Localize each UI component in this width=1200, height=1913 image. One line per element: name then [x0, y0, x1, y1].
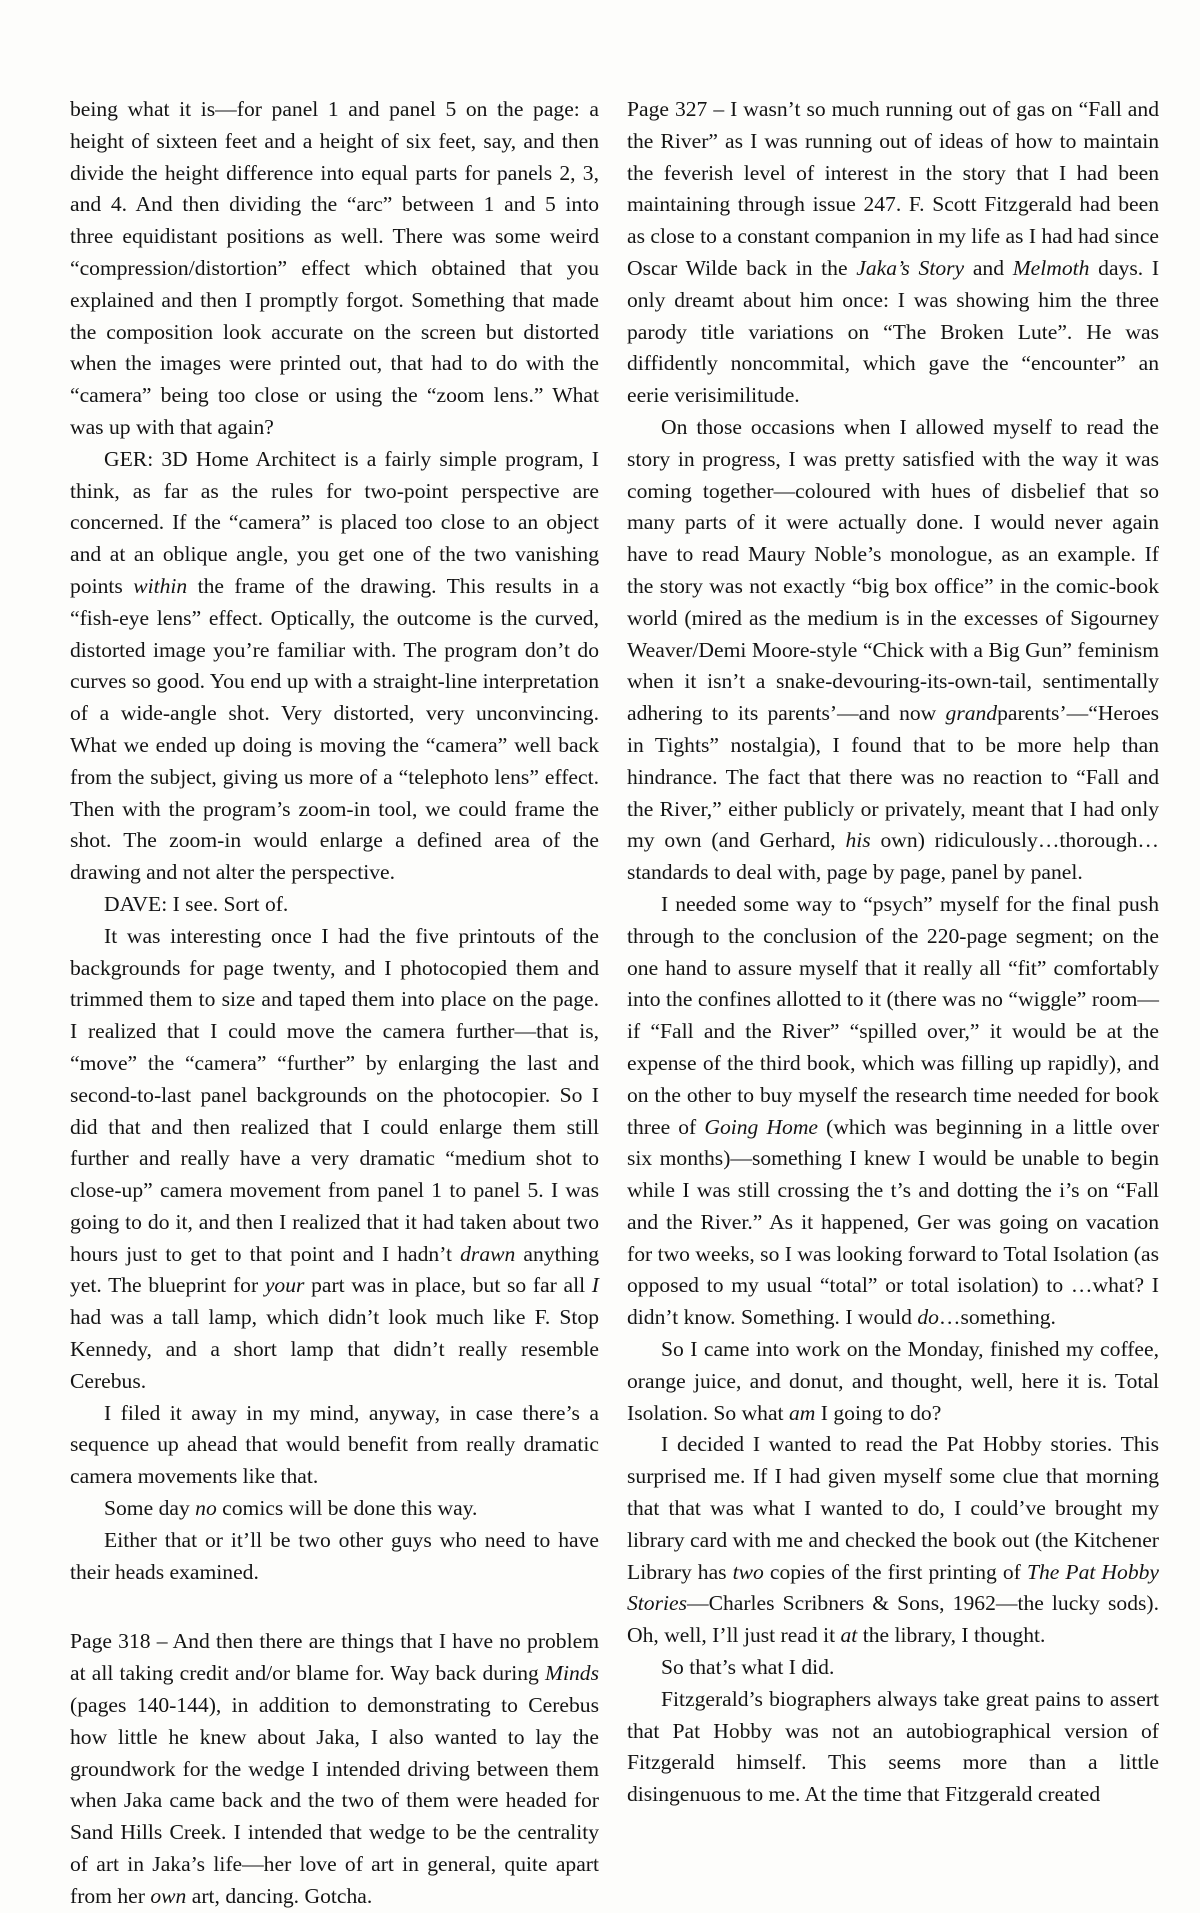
- paragraph-text: anything yet. The blueprint for: [70, 1241, 600, 1298]
- paragraph-text: It was interesting once I had the five printouts of the backgrounds for page twenty, and I photocopied them and trimmed them to size and taped them into place on the page. I realized that I could move the camera further—that is, “move” the “camera” “further” by enlarging the last and second-to-last panel backgrounds on the photocopier. So I did that and then realized that I could enlarge them still further and really have a very dramatic “medium shot to close-up” camera movement from panel 1 to panel 5. I was going to do it, and then I realized that it had taken about two hours just to get to that point and I hadn’t: [70, 923, 599, 1266]
- italic-text: do: [917, 1305, 939, 1330]
- right-column: [627, 94, 1159, 1811]
- paragraph-text: —Charles Scribners & Sons, 1962—the lucky sods). Oh, well, I’ll just read it: [627, 1591, 1159, 1648]
- page-commentary-entry: [627, 94, 1159, 412]
- left-column: [70, 94, 599, 1913]
- body-paragraph: [627, 412, 1159, 889]
- paragraph-text: copies of the first printing of: [763, 1559, 1027, 1584]
- paragraph-text: the library, I thought.: [857, 1623, 1046, 1648]
- italic-text: grand: [945, 701, 998, 726]
- body-paragraph: [627, 1429, 1159, 1652]
- paragraph-text: So that’s what I did.: [661, 1655, 835, 1680]
- italic-text: own: [150, 1883, 187, 1908]
- paragraph-text: being what it is—for panel 1 and panel 5 on the page: a height of sixteen feet and a height of six feet, say, and then divide the height difference into equal parts for panels 2, 3, and 4. And then dividing the “arc” between 1 and 5 into three equidistant positions as well. There was some weird “compression/distortion” effect which obtained that you explained and then I promptly forgot. Something that made the composition look accurate on the screen but distorted when the images were printed out, that had to do with the “camera” being too close or using the “zoom lens.” What was up with that again?: [70, 97, 599, 439]
- paragraph-text: and: [964, 255, 1013, 280]
- paragraph-text: (which was beginning in a little over six months)—something I knew I would be unable to begin while I was still crossing the t’s and dotting the i’s on “Fall and the River.” As it happened, Ger was going on vacation for two weeks, so I was looking forward to Total Isolation (as opposed to my usual “total” or total isolation) to …what? I didn’t know. Something. I would: [627, 1114, 1160, 1330]
- body-paragraph: [627, 1684, 1159, 1811]
- body-paragraph: [70, 1493, 599, 1525]
- paragraph-text: Page 318 – And then there are things that I have no problem at all taking credit and/or blame for. Way back during: [70, 1629, 599, 1686]
- paragraph-text: …something.: [938, 1305, 1056, 1330]
- paragraph-text: Page 327 – I wasn’t so much running out of gas on “Fall and the River” as I was running out of ideas of how to maintain the feverish level of interest in the story that I had been maintaining through issue 247. F. Scott Fitzgerald had been as close to a constant companion in my life as I had had since Oscar Wilde back in the: [627, 97, 1159, 280]
- body-paragraph: [627, 1334, 1159, 1429]
- italic-text: no: [195, 1496, 217, 1521]
- paragraph-text: parents’—“Heroes in Tights” nostalgia), I found that to be more help than hindrance. The fact that there was no reaction to “Fall and the River,” either publicly or privately, meant that I had only my own (and Gerhard,: [627, 701, 1159, 853]
- paragraph-text: (pages 140-144), in addition to demonstrating to Cerebus how little he knew about Jaka, I also wanted to lay the groundwork for the wedge I intended driving between them when Jaka came back and the two of them were headed for Sand Hills Creek. I intended that wedge to be the centrality of art in Jaka’s life—her love of art in general, quite apart from her: [70, 1693, 599, 1908]
- italic-text: am: [788, 1400, 816, 1425]
- paragraph-text: DAVE: I see. Sort of.: [104, 891, 289, 916]
- paragraph-text: Fitzgerald’s biographers always take great pains to assert that Pat Hobby was not an autobiographical version of Fitzgerald himself. This seems more than a little disingenuous to me. At the time that Fitzgerald created: [627, 1686, 1159, 1807]
- italic-text: Going Home: [704, 1114, 819, 1139]
- italic-text: two: [732, 1559, 764, 1584]
- italic-text: drawn: [460, 1241, 516, 1266]
- paragraph-text: Some day: [104, 1496, 196, 1521]
- italic-text: Jaka’s Story: [856, 255, 965, 280]
- paragraph-text: I going to do?: [815, 1400, 942, 1425]
- body-paragraph: [70, 94, 599, 444]
- body-paragraph: [70, 1525, 599, 1589]
- italic-text: The Pat Hobby Stories: [627, 1559, 1159, 1616]
- paragraph-text: days. I only dreamt about him once: I was showing him the three parody title variations on “The Broken Lute”. He was diffidently noncommital, which gave the “encounter” an eerie verisimilitude.: [627, 255, 1160, 408]
- paragraph-text: GER: 3D Home Architect is a fairly simple program, I think, as far as the rules for two-point perspective are concerned. If the “camera” is placed too close to an object and at an oblique angle, you get one of the two vanishing points: [70, 446, 599, 598]
- paragraph-text: part was in place, but so far all: [304, 1273, 592, 1298]
- italic-text: his: [845, 828, 871, 853]
- paragraph-text: I decided I wanted to read the Pat Hobby stories. This surprised me. If I had given myself some clue that morning that that was what I wanted to do, I could’ve brought my library card with me and checked the book out (the Kitchener Library has: [627, 1432, 1159, 1584]
- body-paragraph: [70, 921, 599, 1398]
- page-commentary-entry: [70, 1626, 599, 1912]
- body-paragraph: [627, 1652, 1159, 1684]
- body-paragraph: [70, 444, 599, 889]
- paragraph-text: So I came into work on the Monday, finished my coffee, orange juice, and donut, and thought, well, here it is. Total Isolation. So what: [627, 1337, 1159, 1425]
- paragraph-text: art, dancing. Gotcha.: [186, 1883, 373, 1908]
- italic-text: at: [840, 1623, 858, 1648]
- italic-text: Minds: [545, 1661, 599, 1686]
- paragraph-text: had was a tall lamp, which didn’t look much like F. Stop Kennedy, and a short lamp that didn’t really resemble Cerebus.: [70, 1305, 599, 1393]
- italic-text: Melmoth: [1012, 255, 1090, 280]
- italic-text: your: [264, 1273, 305, 1298]
- body-paragraph: [70, 1398, 599, 1493]
- body-paragraph: [627, 889, 1159, 1334]
- italic-text: within: [133, 573, 188, 598]
- body-paragraph: [70, 889, 599, 921]
- paragraph-text: comics will be done this way.: [216, 1496, 478, 1521]
- paragraph-text: the frame of the drawing. This results in a “fish-eye lens” effect. Optically, the outcome is the curved, distorted image you’re familiar with. The program don’t do curves so good. You end up with a straight-line interpretation of a wide-angle shot. Very distorted, very unconvincing. What we ended up doing is moving the “camera” well back from the subject, giving us more of a “telephoto lens” effect. Then with the program’s zoom-in tool, we could frame the shot. The zoom-in would enlarge a defined area of the drawing and not alter the perspective.: [70, 573, 599, 885]
- paragraph-text: On those occasions when I allowed myself to read the story in progress, I was pretty satisfied with the way it was coming together—coloured with hues of disbelief that so many parts of it were actually done. I would never again have to read Maury Noble’s monologue, as an example. If the story was not exactly “big box office” in the comic-book world (mired as the medium is in the excesses of Sigourney Weaver/Demi Moore-style “Chick with a Big Gun” feminism when it isn’t a snake-devouring-its-own-tail, sentimentally adhering to its parents’—and now: [627, 414, 1159, 726]
- paragraph-text: own) ridiculously…thorough…standards to deal with, page by page, panel by panel.: [627, 828, 1160, 885]
- paragraph-text: I filed it away in my mind, anyway, in case there’s a sequence up ahead that would benefit from really dramatic camera movements like that.: [70, 1400, 599, 1489]
- paragraph-text: I needed some way to “psych” myself for the final push through to the conclusion of the 220-page segment; on the one hand to assure myself that it really all “fit” comfortably into the confines allotted to it (there was no “wiggle” room—if “Fall and the River” “spilled over,” it would be at the expense of the third book, which was filling up rapidly), and on the other to buy myself the research time needed for book three of: [627, 891, 1159, 1139]
- paragraph-text: Either that or it’ll be two other guys who need to have their heads examined.: [70, 1527, 599, 1584]
- italic-text: I: [591, 1273, 599, 1298]
